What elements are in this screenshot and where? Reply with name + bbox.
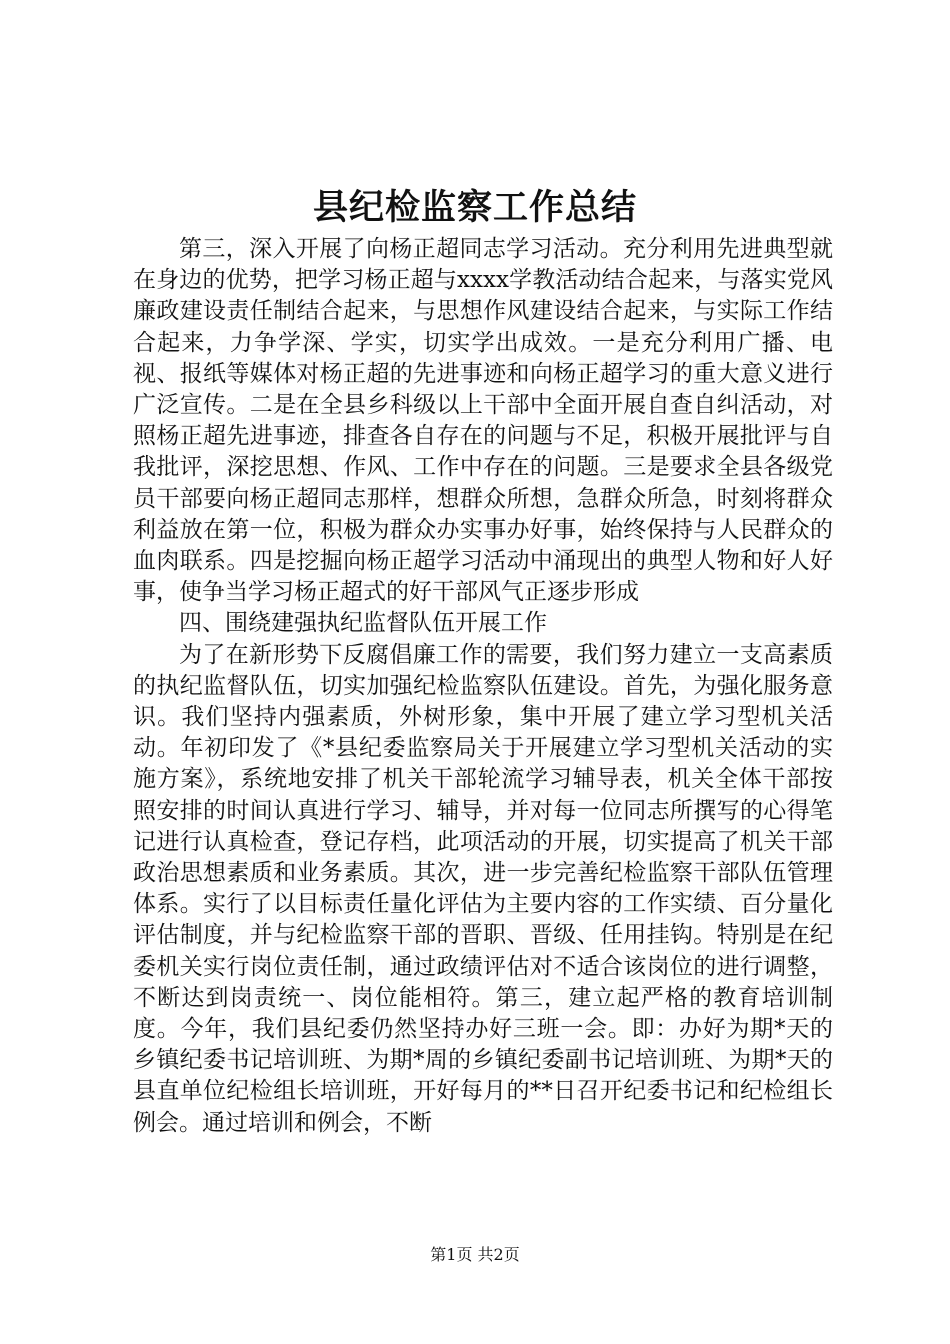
document-title: 县纪检监察工作总结	[312, 187, 637, 228]
document-body	[133, 234, 833, 1139]
section-heading-four: 四、围绕建强执纪监督队伍开展工作	[179, 610, 547, 637]
paragraph-study-activity: 第三，深入开展了向杨正超同志学习活动。充分利用先进典型就在身边的优势，把学习杨正超与xxxx学教活动结合起来，与落实党风廉政建设责任制结合起来，与思想作风建设结合起来，与实际工作结合起来，力争学深、学实，切实学出成效。一是充分利用广播、电视、报纸等媒体对杨正超的先进事迹和向杨正超学习的重大意义进行广泛宣传。二是在全县乡科级以上干部中全面开展自查自纠活动，对照杨正超先进事迹，排查各自存在的问题与不足，积极开展批评与自我批评，深挖思想、作风、工作中存在的问题。三是要求全县各级党员干部要向杨正超同志那样，想群众所想，急群众所急，时刻将群众利益放在第一位，积极为群众办实事办好事，始终保持与人民群众的血肉联系。四是挖掘向杨正超学习活动中涌现出的典型人物和好人好事，使争当学习杨正超式的好干部风气正逐步形成	[133, 236, 833, 606]
paragraph-team-building: 为了在新形势下反腐倡廉工作的需要，我们努力建立一支高素质的执纪监督队伍，切实加强纪检监察队伍建设。首先，为强化服务意识。我们坚持内强素质，外树形象，集中开展了建立学习型机关活动。年初印发了《*县纪委监察局关于开展建立学习型机关活动的实施方案》，系统地安排了机关干部轮流学习辅导表，机关全体干部按照安排的时间认真进行学习、辅导，并对每一位同志所撰写的心得笔记进行认真检查，登记存档，此项活动的开展，切实提高了机关干部政治思想素质和业务素质。其次，进一步完善纪检监察干部队伍管理体系。实行了以目标责任量化评估为主要内容的工作实绩、百分量化评估制度，并与纪检监察干部的晋职、晋级、任用挂钩。特别是在纪委机关实行岗位责任制，通过政绩评估对不适合该岗位的进行调整，不断达到岗责统一、岗位能相符。第三，建立起严格的教育培训制度。今年，我们县纪委仍然坚持办好三班一会。即：办好为期*天的乡镇纪委书记培训班、为期*周的乡镇纪委副书记培训班、为期*天的县直单位纪检组长培训班，开好每月的**日召开纪委书记和纪检组长例会。通过培训和例会，不断	[133, 641, 833, 1136]
page-footer: 第1页 共2页	[430, 1245, 520, 1264]
